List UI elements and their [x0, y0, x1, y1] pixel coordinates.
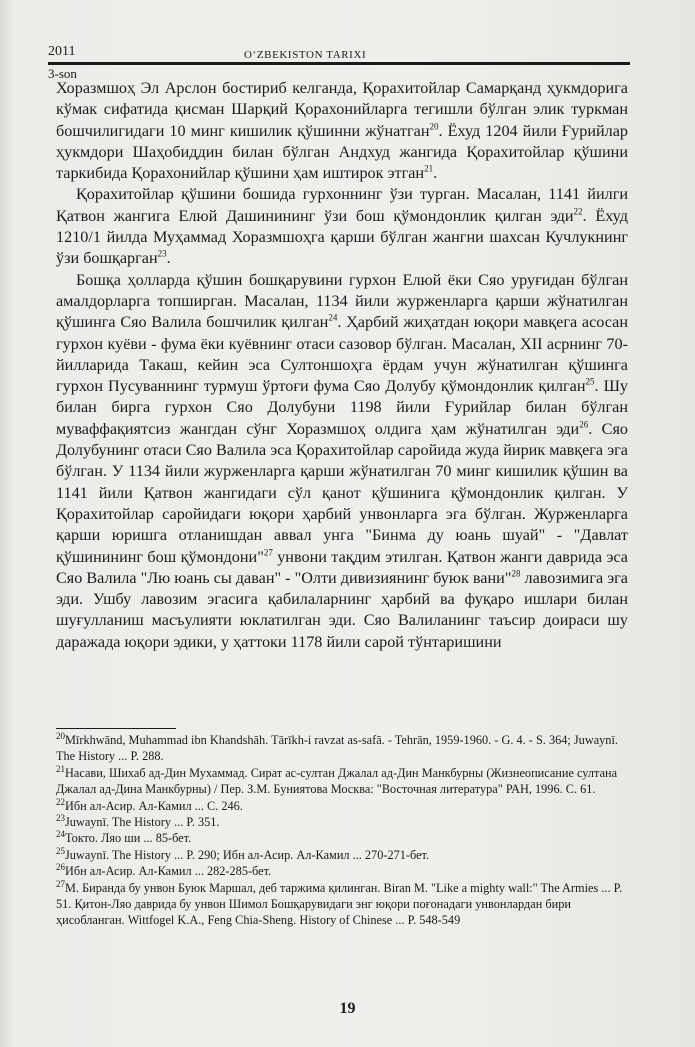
footnote-ref[interactable]: 20: [429, 121, 439, 132]
footnote-text: Токто. Ляо ши ... 85-бет.: [65, 831, 192, 846]
footnote: [56, 765, 628, 798]
header-year: 2011: [48, 44, 76, 59]
paragraph: [56, 270, 628, 653]
footnote: [56, 732, 628, 765]
footnote-number: 24: [56, 829, 65, 840]
footnote-text: Juwaynī. The History ... P. 351.: [65, 815, 220, 830]
footnote-number: 22: [56, 796, 65, 807]
text-run: унвони тақдим этилган. Қатвон жанги даврида эса Сяо Валила "Лю юань сы даван" - "Олти дивизиянинг буюк вани": [56, 547, 628, 587]
header-rule: [48, 62, 630, 65]
footnote-number: 20: [56, 730, 65, 741]
footnote-text: Насави, Шихаб ад-Дин Мухаммад. Сират ас-султан Джалал ад-Дин Манкбурны (Жизнеописание султана Джалал ад-Дина Манкбурны) / Пер. З.М. Буниятова Москва: "Восточная литература" РАН, 1996. С. 61.: [56, 765, 618, 797]
page-number: 19: [339, 1000, 356, 1017]
text-run: .: [433, 164, 438, 183]
text-run: . Ҳарбий жиҳатдан юқори мавқега асосан гурхон куёви - фума ёки куёвнинг отаси сазовор бўлган. Масалан, XII асрнинг 70-йилларида Такаш, кейин эса Султоншоҳга ёрдам учун жўнатилган қўшинга гурхон Пусуваннинг турмуш ўртоғи фума Сяо Долубу қўмондонлик қилган: [56, 313, 628, 396]
running-header: [48, 40, 628, 62]
footnote: [56, 830, 628, 846]
footnote-ref[interactable]: 23: [157, 248, 167, 259]
text-run: лавозимига эга эди. Ушбу лавозим эгасига қабилаларнинг ҳарбий ва фуқаро ишлари билан шуғулланиш масъулияти юклатилган эди. Сяо Валиланинг таъсир доираси шу даражада юқори эдики, у ҳаттоки 1178 йили сарой тўнтаришини: [56, 568, 628, 651]
footnote-number: 26: [56, 862, 65, 873]
footnote-ref[interactable]: 26: [579, 419, 589, 430]
text-run: . Сяо Долубунинг отаси Сяо Валила эса Қорахитойлар саройида жуда йирик мавқега эга бўлган. У 1134 йили журженларга қарши жўнатилган 70 минг кишилик қўшин ва 1141 йили Қатвон жангидаги сўл қанот қўшинига қўмондонлик қилган. У Қорахитойлар саройидаги юқори ҳарбий унвонларга эга бўлган. Журженларга қарши юришга отланишдан аввал унга "Бинма ду юань шуай" - "Давлат қўшинининг бош қўмондони": [56, 419, 628, 566]
footnote-ref[interactable]: 21: [424, 163, 434, 174]
text-run: Хоразмшоҳ Эл Арслон бостириб келганда, Қорахитойлар Самарқанд ҳукмдорига кўмак сифатида қисман Шарқий Қорахонийларга тегишли бўлган элик туркман бошчилигидаги 10 минг кишилик қўшинни жўнатган: [56, 79, 628, 140]
issue-label: 3-son: [48, 66, 77, 81]
footnote-text: Ибн ал-Асир. Ал-Камил ... 282-285-бет.: [65, 864, 272, 879]
footnote-number: 23: [56, 812, 65, 823]
footnote: [56, 798, 628, 814]
footnote-ref[interactable]: 28: [511, 568, 521, 579]
paragraph: [56, 184, 628, 269]
text-run: . Ёхуд 1204 йили Ғурийлар ҳукмдори Шаҳобиддин билан бўлган Андхуд жангида Қорахитойлар қўшини таркибида Қорахонийлар қўшини ҳам иштирок этган: [56, 121, 628, 183]
text-run: . Ёхуд 1210/1 йилда Муҳаммад Хоразмшоҳга қарши бўлган жангни шахсан Кучлукнинг ўзи бошқарган: [56, 206, 628, 268]
footnote-ref[interactable]: 22: [573, 206, 583, 217]
body-text: [56, 78, 628, 653]
footnote: [56, 863, 628, 879]
text-run: Бошқа ҳолларда қўшин бошқарувини гурхон Елюй ёки Сяо уруғидан бўлган амалдорларга топширган. Масалан, 1134 йили журженларга қарши жўнатилган қўшинга Сяо Валила бошчилик қилган: [56, 270, 628, 332]
footnote-number: 27: [56, 878, 65, 889]
footnote-ref[interactable]: 27: [263, 547, 273, 558]
footnote: [56, 814, 628, 830]
footnote-text: Juwaynī. The History ... P. 290; Ибн ал-Асир. Ал-Камил ... 270-271-бет.: [65, 847, 430, 862]
journal-title: O‘ZBEKISTON TARIXI: [244, 49, 367, 61]
footnotes: [56, 732, 628, 929]
text-run: . Шу билан бирга гурхон Сяо Долубуни 1198 йили Ғурийлар билан бўлган муваффақиятсиз жангдан сўнг Хоразмшоҳ олдига ҳам жўнатилган эди: [56, 377, 628, 438]
paragraph: [56, 78, 628, 184]
text-run: Қорахитойлар қўшини бошида гурхоннинг ўзи турган. Масалан, 1141 йилги Қатвон жангига Елюй Дашинининг ўзи бош қўмондонлик қилган эди: [56, 185, 628, 225]
footnote-number: 21: [56, 763, 65, 774]
footnote-ref[interactable]: 24: [328, 312, 338, 323]
footnote-rule: [56, 728, 176, 729]
footnote-text: М. Биранда бу унвон Буюк Маршал, деб таржима қилинган. Biran M. "Like a mighty wall:" The Armies ... P. 51. Қитон-Ляо даврида бу унвон Шимол Бошқарувидаги энг юқори поғонадаги унвонлардан бири ҳисобланган. Wittfogel K.A., Feng Chia-Sheng. History of Chinese ... P. 548-549: [56, 880, 623, 928]
footnote-number: 25: [56, 845, 65, 856]
footnote-text: Ибн ал-Асир. Ал-Камил ... С. 246.: [65, 798, 243, 813]
footnote: [56, 880, 628, 929]
footnote-ref[interactable]: 25: [585, 376, 595, 387]
text-run: .: [166, 249, 171, 268]
footnote: [56, 847, 628, 863]
footnote-text: Mīrkhwānd, Muhammad ibn Khandshāh. Tārīkh-i ravzat as-safā. - Tehrān, 1959-1960. - G. 4. - S. 364; Juwaynī. The History ... P. 288.: [56, 733, 618, 764]
